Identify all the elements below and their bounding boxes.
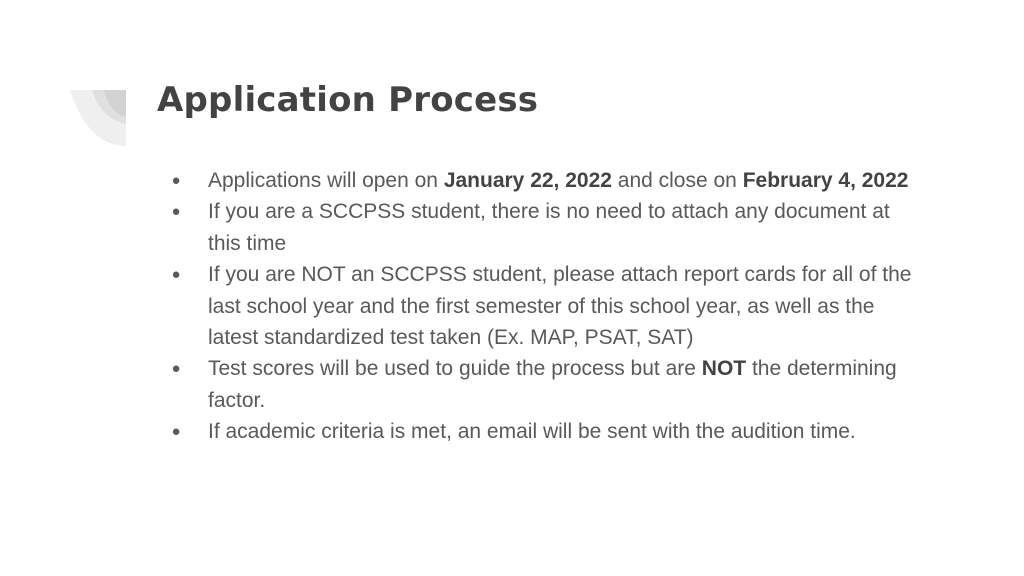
bullet-item-sccpss-student <box>168 196 928 259</box>
bullet-item-dates <box>168 165 928 196</box>
bullet-text: If academic criteria is met, an email will be sent with the audition time. <box>208 420 856 444</box>
bullet-list <box>168 165 928 448</box>
bullet-item-test-scores <box>168 353 928 416</box>
bullet-item-audition-email <box>168 416 928 447</box>
bullet-dot-icon: ● <box>171 172 181 189</box>
emphasis-not: NOT <box>701 357 747 381</box>
open-date: January 22, 2022 <box>443 169 612 192</box>
bullet-dot-icon: ● <box>171 423 181 441</box>
bullet-text: If you are NOT an SCCPSS student, please attach report cards for all of the last school year and the first semester of this school year, as well as the latest standardized test taken (Ex. MAP, PSAT, SAT) <box>208 263 912 350</box>
bullet-item-non-sccpss-student <box>168 259 928 353</box>
bullet-dot-icon: ● <box>171 266 181 284</box>
close-date: February 4, 2022 <box>742 169 909 192</box>
bullet-text: Test scores will be used to guide the process but are <box>208 357 702 381</box>
bullet-text: and close on <box>611 169 743 192</box>
corner-decoration <box>0 0 140 160</box>
bullet-dot-icon: ● <box>171 203 181 221</box>
bullet-dot-icon: ● <box>171 360 181 378</box>
bullet-text: Applications will open on <box>208 169 444 192</box>
bullet-text: If you are a SCCPSS student, there is no need to attach any document at this time <box>208 200 890 255</box>
slide-title: Application Process <box>157 80 539 120</box>
bullet-text: the determining factor. <box>208 357 897 412</box>
